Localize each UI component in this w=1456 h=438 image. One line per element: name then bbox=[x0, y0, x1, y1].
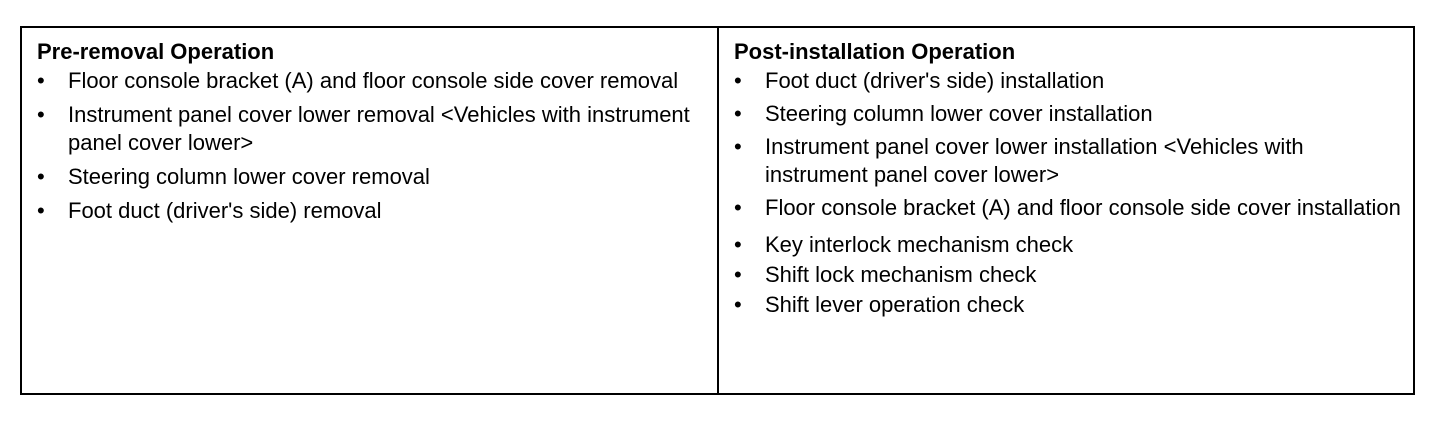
post-installation-list bbox=[734, 67, 1403, 319]
list-item bbox=[734, 194, 1403, 222]
pre-removal-heading: Pre-removal Operation bbox=[37, 39, 275, 64]
list-item bbox=[734, 133, 1403, 189]
list-item-text: Foot duct (driver's side) removal bbox=[68, 198, 382, 223]
list-item bbox=[734, 100, 1403, 128]
bullet-icon: • bbox=[37, 68, 45, 93]
list-item bbox=[37, 67, 707, 95]
operations-table bbox=[20, 26, 1415, 395]
list-item bbox=[37, 197, 707, 225]
list-item bbox=[734, 67, 1403, 95]
list-item-text: Key interlock mechanism check bbox=[765, 232, 1074, 257]
list-item bbox=[37, 101, 707, 157]
list-item-text: Instrument panel cover lower installation <Vehicles with instrument panel cover lower> bbox=[765, 134, 1304, 187]
bullet-icon: • bbox=[734, 101, 742, 126]
bullet-icon: • bbox=[734, 232, 742, 257]
post-installation-column bbox=[719, 28, 1413, 393]
bullet-icon: • bbox=[37, 102, 45, 127]
list-item bbox=[734, 261, 1403, 289]
bullet-icon: • bbox=[734, 292, 742, 317]
list-item-text: Steering column lower cover installation bbox=[765, 101, 1153, 126]
list-item-text: Floor console bracket (A) and floor console side cover removal bbox=[68, 68, 679, 93]
list-item-text: Steering column lower cover removal bbox=[68, 164, 430, 189]
pre-removal-list bbox=[37, 67, 707, 225]
bullet-icon: • bbox=[734, 195, 742, 220]
list-item bbox=[734, 231, 1403, 259]
list-item bbox=[37, 163, 707, 191]
list-item bbox=[734, 291, 1403, 319]
bullet-icon: • bbox=[734, 68, 742, 93]
bullet-icon: • bbox=[37, 164, 45, 189]
bullet-icon: • bbox=[37, 198, 45, 223]
post-installation-heading: Post-installation Operation bbox=[734, 39, 1016, 64]
list-item-text: Floor console bracket (A) and floor console side cover installation bbox=[765, 195, 1401, 220]
list-item-text: Shift lever operation check bbox=[765, 292, 1025, 317]
list-item-text: Shift lock mechanism check bbox=[765, 262, 1037, 287]
list-item-text: Instrument panel cover lower removal <Vehicles with instrument panel cover lower> bbox=[68, 102, 690, 155]
bullet-icon: • bbox=[734, 262, 742, 287]
pre-removal-column bbox=[22, 28, 719, 393]
bullet-icon: • bbox=[734, 134, 742, 159]
list-item-text: Foot duct (driver's side) installation bbox=[765, 68, 1105, 93]
